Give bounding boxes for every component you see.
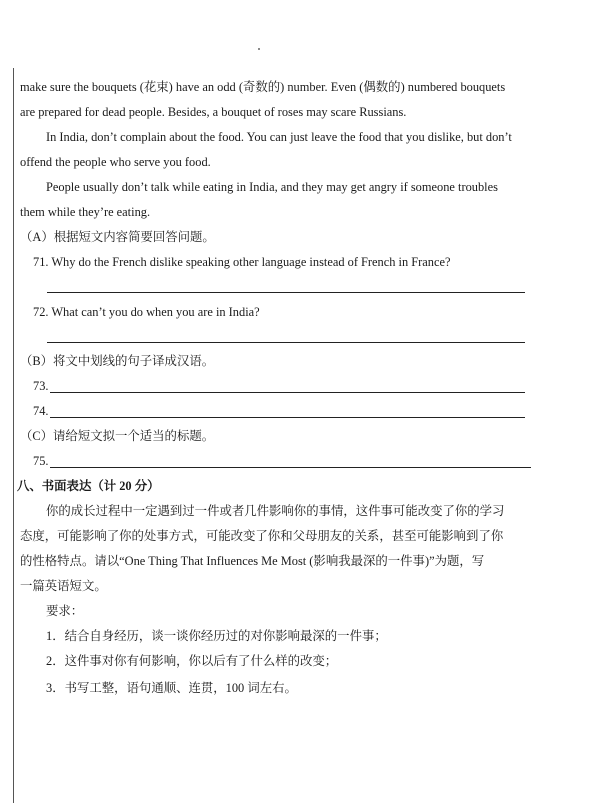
writing-prompt-line4: 一篇英语短文。 (20, 579, 107, 593)
part-c-heading: （C）请给短文拟一个适当的标题。 (20, 429, 215, 443)
part-b-heading: （B）将文中划线的句子译成汉语。 (20, 354, 215, 368)
writing-prompt-line1: 你的成长过程中一定遇到过一件或者几件影响你的事情，这件事可能改变了你的学习 (46, 504, 505, 518)
writing-prompt-line3: 的性格特点。请以“One Thing That Influences Me Most (影响我最深的一件事)”为题，写 (20, 554, 485, 568)
question-75-number: 75. (33, 454, 49, 468)
question-72: 72. What can’t you do when you are in India? (33, 305, 260, 319)
requirement-3: 3．书写工整，语句通顺、连贯，100 词左右。 (46, 681, 297, 695)
passage-p2-line2: offend the people who serve you food. (20, 155, 211, 169)
question-74-number: 74. (33, 404, 49, 418)
passage-p1-line2: are prepared for dead people. Besides, a bouquet of roses may scare Russians. (20, 105, 407, 119)
scan-speck (258, 48, 260, 50)
writing-prompt-line2: 态度，可能影响了你的处事方式，可能改变了你和父母朋友的关系，甚至可能影响到了你 (20, 529, 504, 543)
part-a-heading: （A）根据短文内容简要回答问题。 (20, 230, 215, 244)
passage-p3-line1: People usually don’t talk while eating in India, and they may get angry if someone troubles (46, 180, 498, 194)
answer-line-71[interactable] (47, 292, 525, 293)
answer-line-75[interactable] (50, 467, 531, 468)
answer-line-74[interactable] (50, 417, 525, 418)
answer-line-73[interactable] (50, 392, 525, 393)
writing-section-heading: 八、书面表达（计 20 分） (17, 479, 160, 493)
answer-line-72[interactable] (47, 342, 525, 343)
passage-p3-line2: them while they’re eating. (20, 205, 151, 219)
requirements-heading: 要求： (46, 604, 84, 618)
question-73-number: 73. (33, 379, 49, 393)
passage-p1-line1: make sure the bouquets (花束) have an odd (奇数的) number. Even (偶数的) numbered bouquets (20, 80, 506, 94)
passage-p2-line1: In India, don’t complain about the food. You can just leave the food that you dislike, but don’t (46, 130, 512, 144)
requirement-1: 1．结合自身经历，谈一谈你经历过的对你影响最深的一件事； (46, 629, 387, 643)
question-71: 71. Why do the French dislike speaking other language instead of French in France? (33, 255, 451, 269)
binding-margin-line (13, 68, 14, 803)
requirement-2: 2．这件事对你有何影响，你以后有了什么样的改变； (46, 654, 338, 668)
